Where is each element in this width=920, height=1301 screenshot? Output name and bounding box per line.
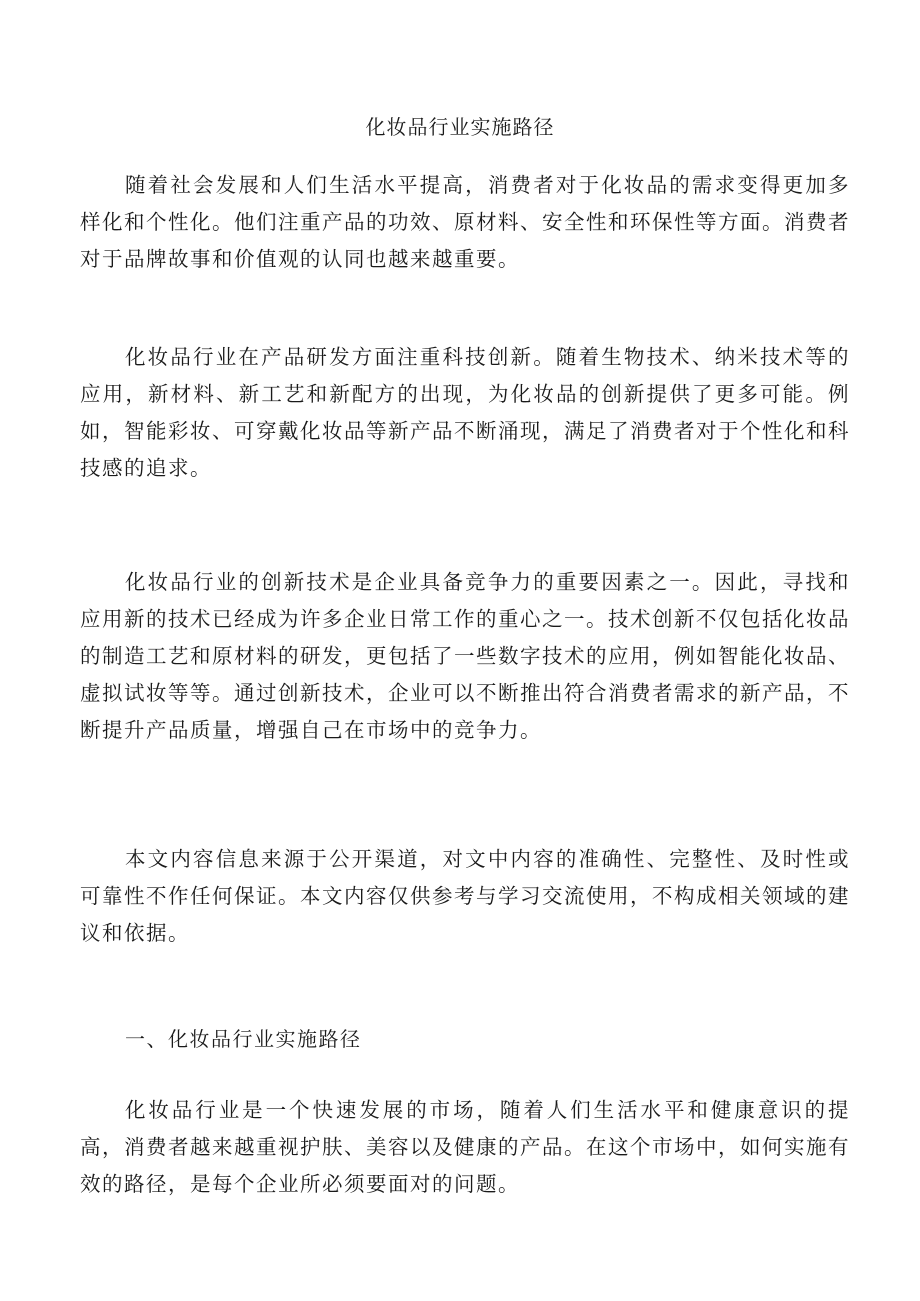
paragraph-section-intro: 化妆品行业是一个快速发展的市场，随着人们生活水平和健康意识的提高，消费者越来越重视护肤、美容以及健康的产品。在这个市场中，如何实施有效的路径，是每个企业所必须要面对的问题。 [80,1098,850,1196]
section-heading: 一、化妆品行业实施路径 [125,1027,362,1051]
paragraph-tech-innovation: 化妆品行业在产品研发方面注重科技创新。随着生物技术、纳米技术等的应用，新材料、新工艺和新配方的出现，为化妆品的创新提供了更多可能。例如，智能彩妆、可穿戴化妆品等新产品不断涌现，满足了消费者对于个性化和科技感的追求。 [80,345,850,480]
paragraph-consumer-demand: 随着社会发展和人们生活水平提高，消费者对于化妆品的需求变得更加多样化和个性化。他们注重产品的功效、原材料、安全性和环保性等方面。消费者对于品牌故事和价值观的认同也越来越重要。 [80,173,850,271]
document-title: 化妆品行业实施路径 [365,115,555,139]
paragraph-disclaimer: 本文内容信息来源于公开渠道，对文中内容的准确性、完整性、及时性或可靠性不作任何保证。本文内容仅供参考与学习交流使用，不构成相关领域的建议和依据。 [80,847,850,945]
paragraph-competitiveness: 化妆品行业的创新技术是企业具备竞争力的重要因素之一。因此，寻找和应用新的技术已经成为许多企业日常工作的重心之一。技术创新不仅包括化妆品的制造工艺和原材料的研发，更包括了一些数字技术的应用，例如智能化妆品、虚拟试妆等等。通过创新技术，企业可以不断推出符合消费者需求的新产品，不断提升产品质量，增强自己在市场中的竞争力。 [80,570,850,742]
